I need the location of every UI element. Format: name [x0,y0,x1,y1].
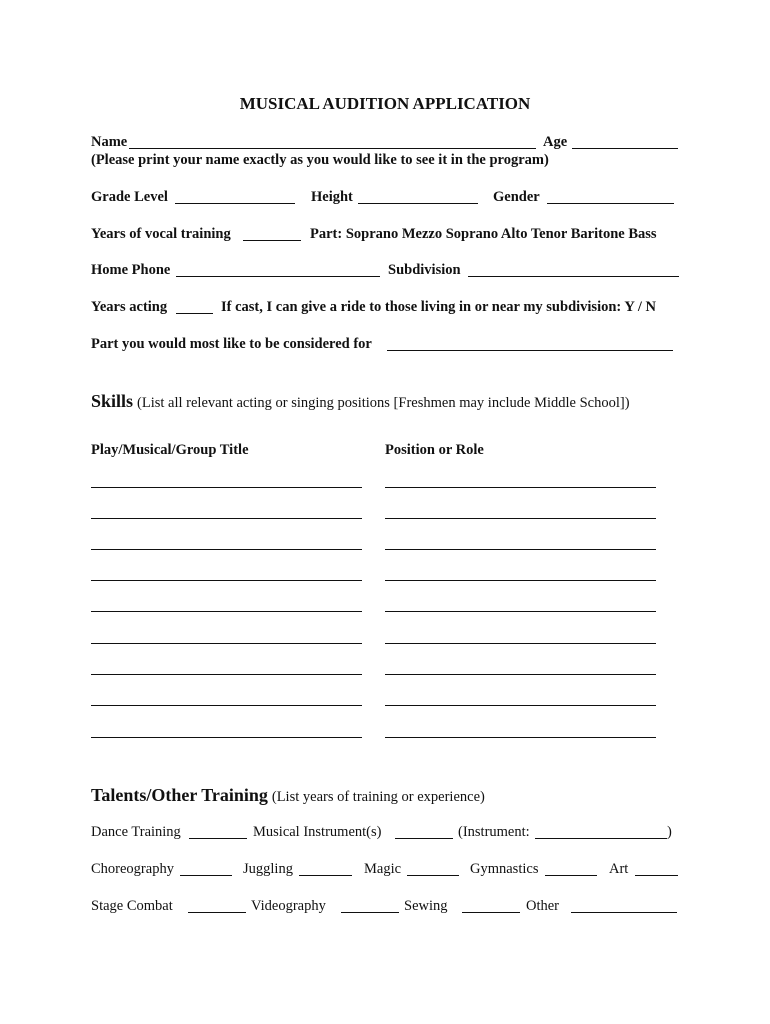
skills-note: (List all relevant acting or singing positions [Freshmen may include Middle School]) [137,395,630,411]
voice-part-label: Part: Soprano Mezzo Soprano Alto Tenor Baritone Bass [310,226,657,242]
art-label: Art [609,861,629,877]
skills-role-line[interactable] [385,737,656,738]
juggling-label: Juggling [243,861,293,877]
skills-title-line[interactable] [91,705,362,706]
other-label: Other [526,898,560,914]
instrument-label: Musical Instrument(s) [253,824,382,840]
skills-title-line[interactable] [91,580,362,581]
skills-title-line[interactable] [91,737,362,738]
grade-label: Grade Level [91,189,168,205]
talents-heading-row [91,785,485,806]
art-field[interactable] [635,875,678,876]
talents-heading: Talents/Other Training [91,785,268,805]
skills-heading: Skills [91,391,134,411]
skills-title-line[interactable] [91,611,362,612]
gender-field[interactable] [547,203,674,204]
part-preference-field[interactable] [387,350,673,351]
skills-role-line[interactable] [385,611,656,612]
vocal-training-field[interactable] [243,240,301,241]
years-acting-label: Years acting [91,299,168,315]
subdivision-field[interactable] [468,276,679,277]
gymnastics-field[interactable] [545,875,597,876]
skills-title-line[interactable] [91,549,362,550]
instrument-name-close: ) [667,824,672,840]
name-label: Name [91,134,128,150]
magic-field[interactable] [407,875,459,876]
age-label: Age [543,134,568,150]
skills-role-line[interactable] [385,705,656,706]
height-label: Height [311,189,353,205]
skills-role-line[interactable] [385,580,656,581]
talents-note: (List years of training or experience) [271,789,485,805]
skills-heading-row [91,391,630,412]
gender-label: Gender [493,189,540,205]
name-field[interactable] [129,148,536,149]
part-preference-label: Part you would most like to be considered for [91,336,372,352]
vocal-training-label: Years of vocal training [91,226,231,242]
sewing-label: Sewing [404,898,448,914]
height-field[interactable] [358,203,478,204]
stage-combat-field[interactable] [188,912,246,913]
years-acting-field[interactable] [176,313,213,314]
grade-field[interactable] [175,203,295,204]
skills-title-line[interactable] [91,518,362,519]
magic-label: Magic [364,861,402,877]
skills-title-line[interactable] [91,643,362,644]
instrument-name-field[interactable] [535,838,667,839]
name-note: (Please print your name exactly as you would like to see it in the program) [91,152,549,168]
ride-label: If cast, I can give a ride to those living in or near my subdivision: Y / N [221,299,657,315]
skills-column-role: Position or Role [385,442,484,458]
skills-title-line[interactable] [91,487,362,488]
videography-field[interactable] [341,912,399,913]
age-field[interactable] [572,148,678,149]
home-phone-field[interactable] [176,276,380,277]
juggling-field[interactable] [299,875,352,876]
choreography-field[interactable] [180,875,232,876]
skills-role-line[interactable] [385,518,656,519]
skills-role-line[interactable] [385,487,656,488]
videography-label: Videography [251,898,326,914]
home-phone-label: Home Phone [91,262,171,278]
other-field[interactable] [571,912,677,913]
skills-role-line[interactable] [385,643,656,644]
sewing-field[interactable] [462,912,520,913]
skills-role-line[interactable] [385,674,656,675]
instrument-years-field[interactable] [395,838,453,839]
skills-column-title: Play/Musical/Group Title [91,442,249,458]
skills-role-line[interactable] [385,549,656,550]
dance-training-label: Dance Training [91,824,181,840]
subdivision-label: Subdivision [388,262,461,278]
gymnastics-label: Gymnastics [470,861,539,877]
instrument-name-open: (Instrument: [458,824,530,840]
form-title: MUSICAL AUDITION APPLICATION [239,94,531,113]
choreography-label: Choreography [91,861,174,877]
stage-combat-label: Stage Combat [91,898,173,914]
skills-title-line[interactable] [91,674,362,675]
dance-training-field[interactable] [189,838,247,839]
